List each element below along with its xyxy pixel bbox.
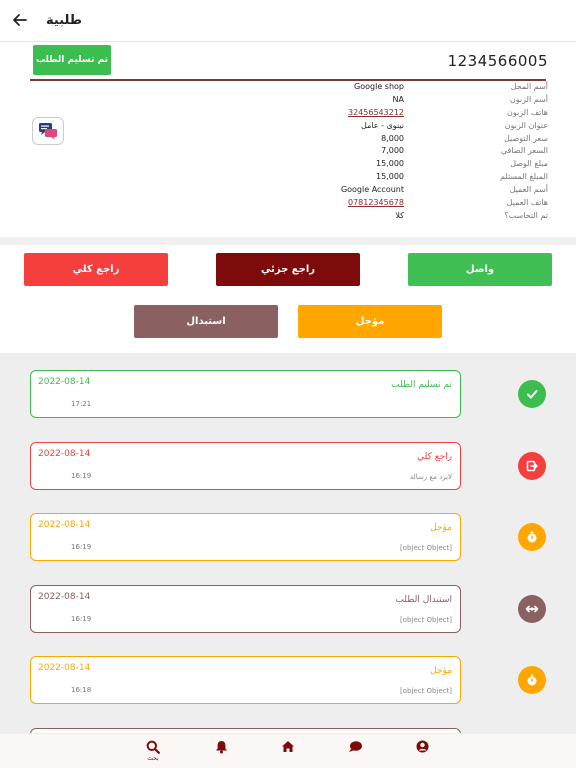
- swap-arrows-icon: [524, 601, 540, 617]
- detail-value: كلا: [395, 210, 404, 220]
- detail-row: [300, 172, 548, 185]
- timeline-time: 16:19: [71, 471, 92, 480]
- timeline-time: 16:19: [71, 614, 92, 623]
- detail-label: عنوان الزبون: [504, 120, 548, 130]
- detail-phone-link[interactable]: 32456543212: [348, 107, 404, 117]
- timeline-note: [object Object]: [399, 615, 452, 624]
- order-details: [300, 82, 548, 224]
- timeline-status: مؤجل: [430, 666, 452, 676]
- nav-search[interactable]: [138, 740, 168, 766]
- detail-row: [300, 159, 548, 172]
- detail-row: [300, 146, 548, 159]
- timeline-status: استبدال الطلب: [395, 594, 452, 605]
- detail-label: هاتف الزبون: [506, 107, 548, 117]
- timeline-date: 2022-08-14: [38, 663, 91, 673]
- arrow-left-icon[interactable]: [10, 10, 30, 30]
- detail-label: أسم الزبون: [509, 94, 548, 104]
- detail-value: 8,000: [381, 133, 404, 143]
- stopwatch-icon: [524, 529, 540, 545]
- section-separator: [0, 237, 576, 245]
- detail-value: نينوى - عامل: [361, 120, 404, 130]
- timeline-card: [30, 585, 461, 633]
- timeline-note: [object Object]: [399, 544, 452, 552]
- exit-icon: [524, 458, 540, 474]
- replace-button[interactable]: استبدال: [134, 305, 278, 338]
- detail-label: أسم المحل: [510, 82, 548, 91]
- partial-return-button[interactable]: راجع جزئي: [216, 253, 360, 286]
- bottom-navigation: [0, 733, 576, 768]
- bell-icon: [215, 740, 228, 754]
- postponed-button[interactable]: مؤجل: [298, 305, 442, 338]
- detail-row: [300, 108, 548, 121]
- check-circle-icon: [524, 386, 540, 402]
- timeline-status: راجع كلي: [417, 451, 452, 462]
- nav-search-label: بحث: [147, 755, 159, 762]
- detail-value: NA: [392, 94, 404, 104]
- nav-notifications[interactable]: [206, 740, 236, 766]
- detail-row: [300, 95, 548, 108]
- detail-label: تم التحاسب؟: [504, 210, 548, 220]
- detail-value: Google shop: [354, 82, 404, 91]
- timeline-status-marker: [518, 666, 546, 694]
- chat-bubbles-icon: [38, 122, 58, 140]
- header-divider: [30, 79, 546, 81]
- detail-label: أسم العميل: [509, 185, 548, 195]
- detail-label: مبلغ الوصل: [510, 159, 548, 169]
- timeline-card: [30, 370, 461, 418]
- page-title: طلبية: [46, 13, 83, 28]
- nav-home[interactable]: [273, 740, 303, 766]
- timeline-time: 16:18: [71, 686, 92, 694]
- nav-profile[interactable]: [407, 740, 437, 766]
- timeline-status: تم تسليم الطلب: [391, 380, 452, 390]
- timeline-card: [30, 656, 461, 704]
- timeline-time: 16:19: [71, 543, 92, 551]
- timeline-status-marker: [518, 380, 546, 408]
- nav-chat[interactable]: [340, 740, 370, 766]
- search-icon: [146, 740, 160, 754]
- detail-label: السعر الصافي: [500, 146, 548, 156]
- delivered-status-button[interactable]: تم تسليم الطلب: [33, 45, 111, 75]
- timeline-status-marker: [518, 523, 546, 551]
- detail-value: 15,000: [376, 172, 404, 182]
- detail-row: [300, 121, 548, 134]
- detail-row: [300, 82, 548, 95]
- detail-row: [300, 185, 548, 198]
- timeline-status-marker: [518, 595, 546, 623]
- detail-value: Google Account: [340, 185, 404, 195]
- chat-icon: [348, 740, 363, 753]
- total-return-button[interactable]: راجع كلي: [24, 253, 168, 286]
- detail-row: [300, 198, 548, 211]
- detail-row: [300, 134, 548, 147]
- message-button[interactable]: [32, 117, 64, 145]
- arrived-button[interactable]: واصل: [408, 253, 552, 286]
- user-icon: [416, 740, 429, 753]
- detail-row: [300, 211, 548, 224]
- timeline-note: [object Object]: [399, 687, 452, 695]
- timeline-status-marker: [518, 452, 546, 480]
- timeline-date: 2022-08-14: [38, 520, 91, 530]
- timeline-note: لايرد مع رسالة: [409, 472, 452, 481]
- detail-phone-link[interactable]: 07812345678: [348, 198, 404, 208]
- detail-label: سعر التوصيل: [504, 133, 548, 143]
- detail-label: هاتف العميل: [506, 198, 548, 208]
- status-actions: [0, 245, 576, 353]
- order-header: [0, 42, 576, 237]
- timeline-date: 2022-08-14: [38, 448, 91, 459]
- timeline-time: 17:21: [71, 400, 92, 408]
- detail-label: المبلغ المستلم: [500, 172, 548, 182]
- detail-value: 15,000: [376, 159, 404, 169]
- top-app-bar: [0, 0, 576, 42]
- timeline-date: 2022-08-14: [38, 591, 91, 602]
- stopwatch-icon: [524, 672, 540, 688]
- timeline-date: 2022-08-14: [38, 377, 91, 387]
- detail-value: 7,000: [381, 146, 404, 156]
- timeline-status: مؤجل: [430, 523, 452, 533]
- timeline-card: [30, 442, 461, 490]
- status-timeline: [0, 353, 576, 733]
- timeline-card: [30, 513, 461, 561]
- home-icon: [281, 740, 295, 753]
- order-number: 1234566005: [447, 52, 548, 70]
